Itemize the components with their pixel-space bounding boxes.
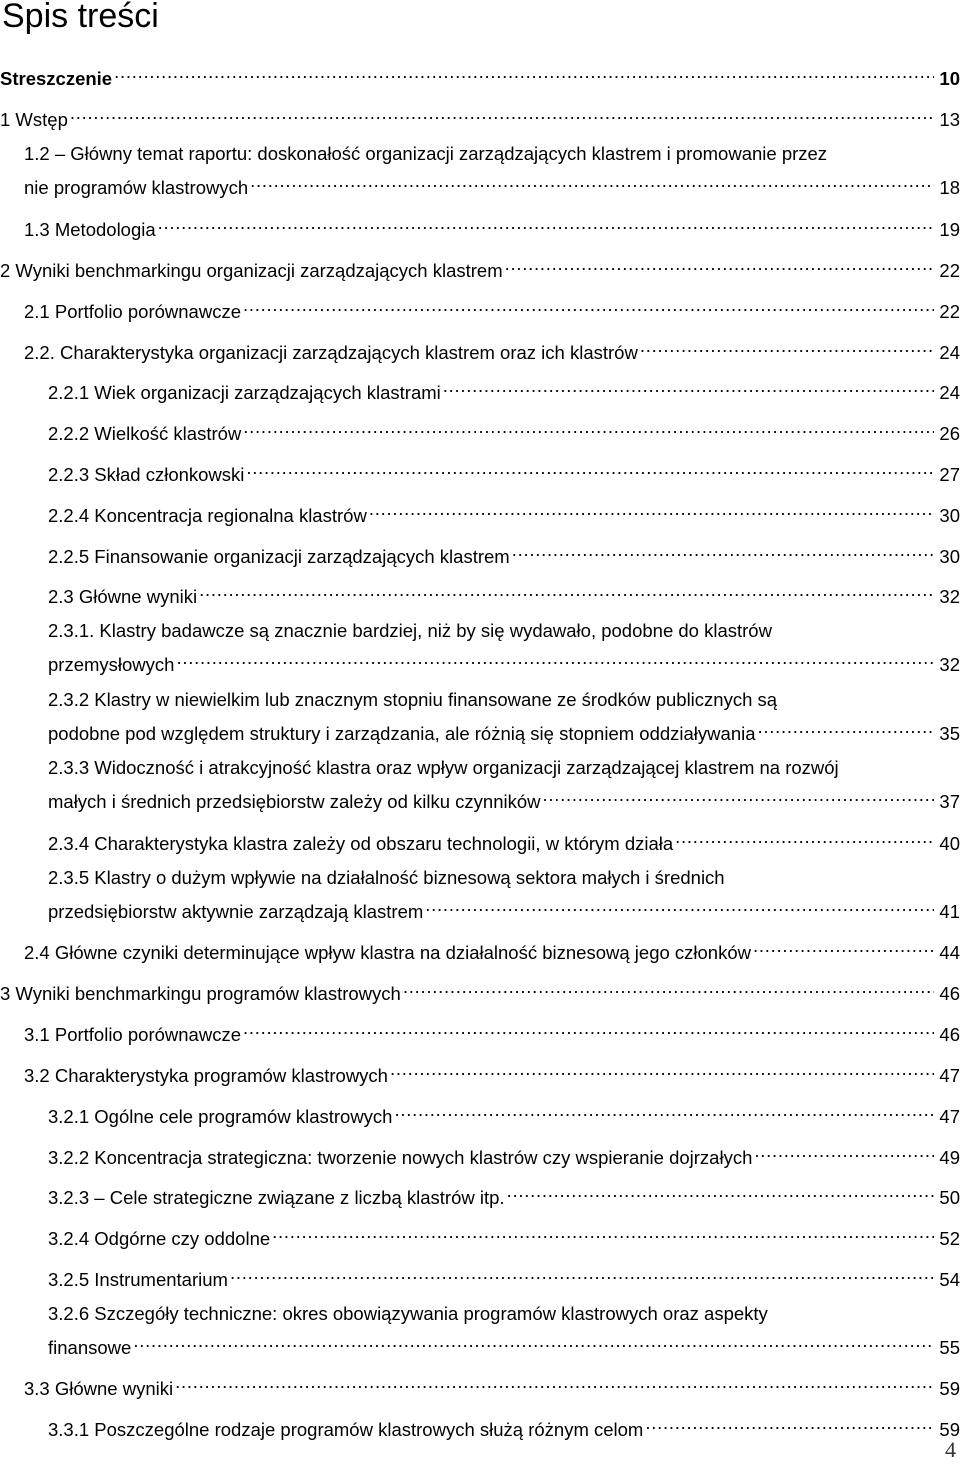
toc-entry[interactable] — [48, 823, 960, 854]
toc-entry-title: 2.3 Główne wyniki — [48, 586, 198, 607]
dot-leader — [403, 973, 934, 1000]
dot-leader — [753, 932, 934, 959]
toc-entry-page: 32 — [939, 586, 960, 607]
dot-leader — [394, 1096, 934, 1123]
toc-entry-title: 2.2.1 Wiek organizacji zarządzających klastrami — [48, 382, 441, 403]
toc-entry-title: 3.3 Główne wyniki — [24, 1378, 174, 1399]
toc-entry-title: 3.2.6 Szczegóły techniczne: okres obowiązywania programów klastrowych oraz aspekty — [48, 1303, 768, 1324]
toc-entry-title: 3.1 Portfolio porównawcze — [24, 1024, 241, 1045]
toc-entry[interactable] — [48, 536, 960, 567]
dot-leader — [243, 291, 934, 318]
toc-entry[interactable] — [48, 454, 960, 485]
toc-entry-title: 2.3.3 Widoczność i atrakcyjność klastra oraz wpływ organizacji zarządzającej klastrem na rozwój — [48, 757, 839, 778]
toc-entry-page: 10 — [939, 68, 960, 89]
dot-leader — [246, 454, 934, 481]
toc-entry[interactable] — [48, 1218, 960, 1249]
toc-entry-title-continuation: finansowe — [48, 1337, 132, 1358]
toc-entry[interactable] — [48, 686, 960, 744]
toc-entry[interactable] — [24, 291, 960, 322]
dot-leader — [133, 1327, 934, 1354]
toc-entry-page: 30 — [939, 546, 960, 567]
toc-entry-page: 18 — [939, 177, 960, 198]
toc-entry-title: 2.2.3 Skład członkowski — [48, 464, 245, 485]
toc-entry-page: 59 — [939, 1419, 960, 1440]
toc-entry-title: 3.3.1 Poszczególne rodzaje programów klastrowych służą różnym celom — [48, 1419, 644, 1440]
toc-entry-page: 13 — [939, 109, 960, 130]
dot-leader — [443, 372, 934, 399]
toc-entry-title: 3.2.3 – Cele strategiczne związane z liczbą klastrów itp. — [48, 1187, 505, 1208]
toc-entry[interactable] — [48, 413, 960, 444]
toc-entry-page: 54 — [939, 1269, 960, 1290]
toc-entry-title-continuation: małych i średnich przedsiębiorstw zależy od kilku czynników — [48, 791, 541, 812]
dot-leader — [176, 644, 934, 671]
dot-leader — [272, 1218, 934, 1245]
toc-entry-title: 2.2.2 Wielkość klastrów — [48, 423, 242, 444]
toc-entry-title: 3 Wyniki benchmarkingu programów klastrowych — [0, 983, 401, 1004]
toc-entry[interactable] — [48, 754, 960, 812]
toc-entry-page: 52 — [939, 1228, 960, 1249]
toc-entry[interactable] — [48, 1409, 960, 1440]
toc-entry-page: 40 — [939, 833, 960, 854]
toc-entry[interactable] — [24, 1055, 960, 1086]
toc-entry-title: 3.2 Charakterystyka programów klastrowych — [24, 1065, 388, 1086]
toc-entry[interactable] — [48, 1096, 960, 1127]
toc-entry-title: 2.4 Główne czyniki determinujące wpływ klastra na działalność biznesową jego członków — [24, 942, 751, 963]
toc-entry[interactable] — [0, 58, 960, 89]
toc-entry-title: 2.2.5 Finansowanie organizacji zarządzających klastrem — [48, 546, 510, 567]
toc-entry[interactable] — [48, 1177, 960, 1208]
toc-entry-page: 32 — [939, 654, 960, 675]
toc-entry-title: 2.2.4 Koncentracja regionalna klastrów — [48, 505, 367, 526]
toc-entry-title: 1.3 Metodologia — [24, 219, 156, 240]
toc-entry[interactable] — [48, 1259, 960, 1290]
toc-entry-title: 2.2. Charakterystyka organizacji zarządzających klastrem oraz ich klastrów — [24, 342, 638, 363]
toc-entry[interactable] — [0, 99, 960, 130]
toc-entry[interactable] — [48, 617, 960, 675]
toc-entry-title: 3.2.5 Instrumentarium — [48, 1269, 228, 1290]
toc-entry-title: 3.2.4 Odgórne czy oddolne — [48, 1228, 271, 1249]
toc-title: Spis treści — [2, 0, 159, 35]
dot-leader — [645, 1409, 934, 1436]
toc-entry-title: 2 Wyniki benchmarkingu organizacji zarządzających klastrem — [0, 260, 503, 281]
toc-entry[interactable] — [0, 250, 960, 281]
dot-leader — [390, 1055, 934, 1082]
toc-entry-page: 22 — [939, 260, 960, 281]
toc-entry-page: 37 — [939, 791, 960, 812]
toc-entry-title: 2.3.4 Charakterystyka klastra zależy od obszaru technologii, w którym działa — [48, 833, 674, 854]
toc-entry-page: 26 — [939, 423, 960, 444]
dot-leader — [507, 1177, 934, 1204]
dot-leader — [505, 250, 934, 277]
toc-entry[interactable] — [24, 332, 960, 363]
dot-leader — [754, 1137, 934, 1164]
toc-entry-title: 1 Wstęp — [0, 109, 68, 130]
toc-entry-title-continuation: podobne pod względem struktury i zarządzania, ale różnią się stopniem oddziaływania — [48, 723, 756, 744]
dot-leader — [675, 823, 934, 850]
page-number: 4 — [945, 1437, 956, 1462]
toc-entry-title: 3.2.1 Ogólne cele programów klastrowych — [48, 1106, 393, 1127]
toc-entry-title: Streszczenie — [0, 68, 113, 89]
toc-entry-page: 35 — [939, 723, 960, 744]
toc-entry[interactable] — [48, 495, 960, 526]
toc-entry[interactable] — [48, 864, 960, 922]
toc-entry-page: 44 — [939, 942, 960, 963]
dot-leader — [243, 413, 934, 440]
toc-entry[interactable] — [48, 1300, 960, 1358]
toc-entry-title-continuation: przedsiębiorstw aktywnie zarządzają klastrem — [48, 901, 424, 922]
dot-leader — [199, 576, 934, 603]
toc-entry-page: 27 — [939, 464, 960, 485]
toc-entry-page: 22 — [939, 301, 960, 322]
toc-entry-title-continuation: nie programów klastrowych — [24, 177, 249, 198]
toc-entry-page: 46 — [939, 983, 960, 1004]
dot-leader — [230, 1259, 934, 1286]
toc-entry-page: 49 — [939, 1147, 960, 1168]
toc-entry-page: 47 — [939, 1106, 960, 1127]
toc-entry-page: 41 — [939, 901, 960, 922]
toc-entry-title: 2.1 Portfolio porównawcze — [24, 301, 241, 322]
dot-leader — [114, 58, 934, 85]
dot-leader — [543, 781, 935, 808]
toc-entry-page: 47 — [939, 1065, 960, 1086]
toc-entry[interactable] — [24, 1368, 960, 1399]
toc-entry-page: 30 — [939, 505, 960, 526]
toc-entry-title: 3.2.2 Koncentracja strategiczna: tworzenie nowych klastrów czy wspieranie dojrzałych — [48, 1147, 753, 1168]
toc-entry[interactable] — [24, 140, 960, 198]
dot-leader — [175, 1368, 934, 1395]
toc-entry-page: 46 — [939, 1024, 960, 1045]
toc-entry-title: 2.3.1. Klastry badawcze są znacznie bardziej, niż by się wydawało, podobne do klastrów — [48, 620, 772, 641]
toc-entry-title: 2.3.5 Klastry o dużym wpływie na działalność biznesową sektora małych i średnich — [48, 867, 725, 888]
toc-entry-page: 55 — [939, 1337, 960, 1358]
toc-entry[interactable] — [0, 973, 960, 1004]
toc-entry-page: 24 — [939, 382, 960, 403]
dot-leader — [158, 209, 934, 236]
dot-leader — [640, 332, 934, 359]
toc-entry-page: 59 — [939, 1378, 960, 1399]
toc-entry[interactable] — [48, 576, 960, 607]
toc-entry-title-continuation: przemysłowych — [48, 654, 175, 675]
toc-entry[interactable] — [48, 1137, 960, 1168]
toc-entry-title: 1.2 – Główny temat raportu: doskonałość organizacji zarządzających klastrem i promowanie przez — [24, 143, 828, 164]
toc-entry-page: 24 — [939, 342, 960, 363]
dot-leader — [425, 891, 934, 918]
dot-leader — [243, 1014, 934, 1041]
toc-entry-page: 50 — [939, 1187, 960, 1208]
toc-entry[interactable] — [24, 209, 960, 240]
dot-leader — [512, 536, 934, 563]
toc-entry[interactable] — [24, 932, 960, 963]
dot-leader — [70, 99, 934, 126]
dot-leader — [250, 167, 934, 194]
toc-entry[interactable] — [24, 1014, 960, 1045]
dot-leader — [369, 495, 934, 522]
toc-entry-title: 2.3.2 Klastry w niewielkim lub znacznym stopniu finansowane ze środków publicznych są — [48, 689, 778, 710]
toc-entry[interactable] — [48, 372, 960, 403]
toc-entry-page: 19 — [939, 219, 960, 240]
dot-leader — [758, 713, 934, 740]
